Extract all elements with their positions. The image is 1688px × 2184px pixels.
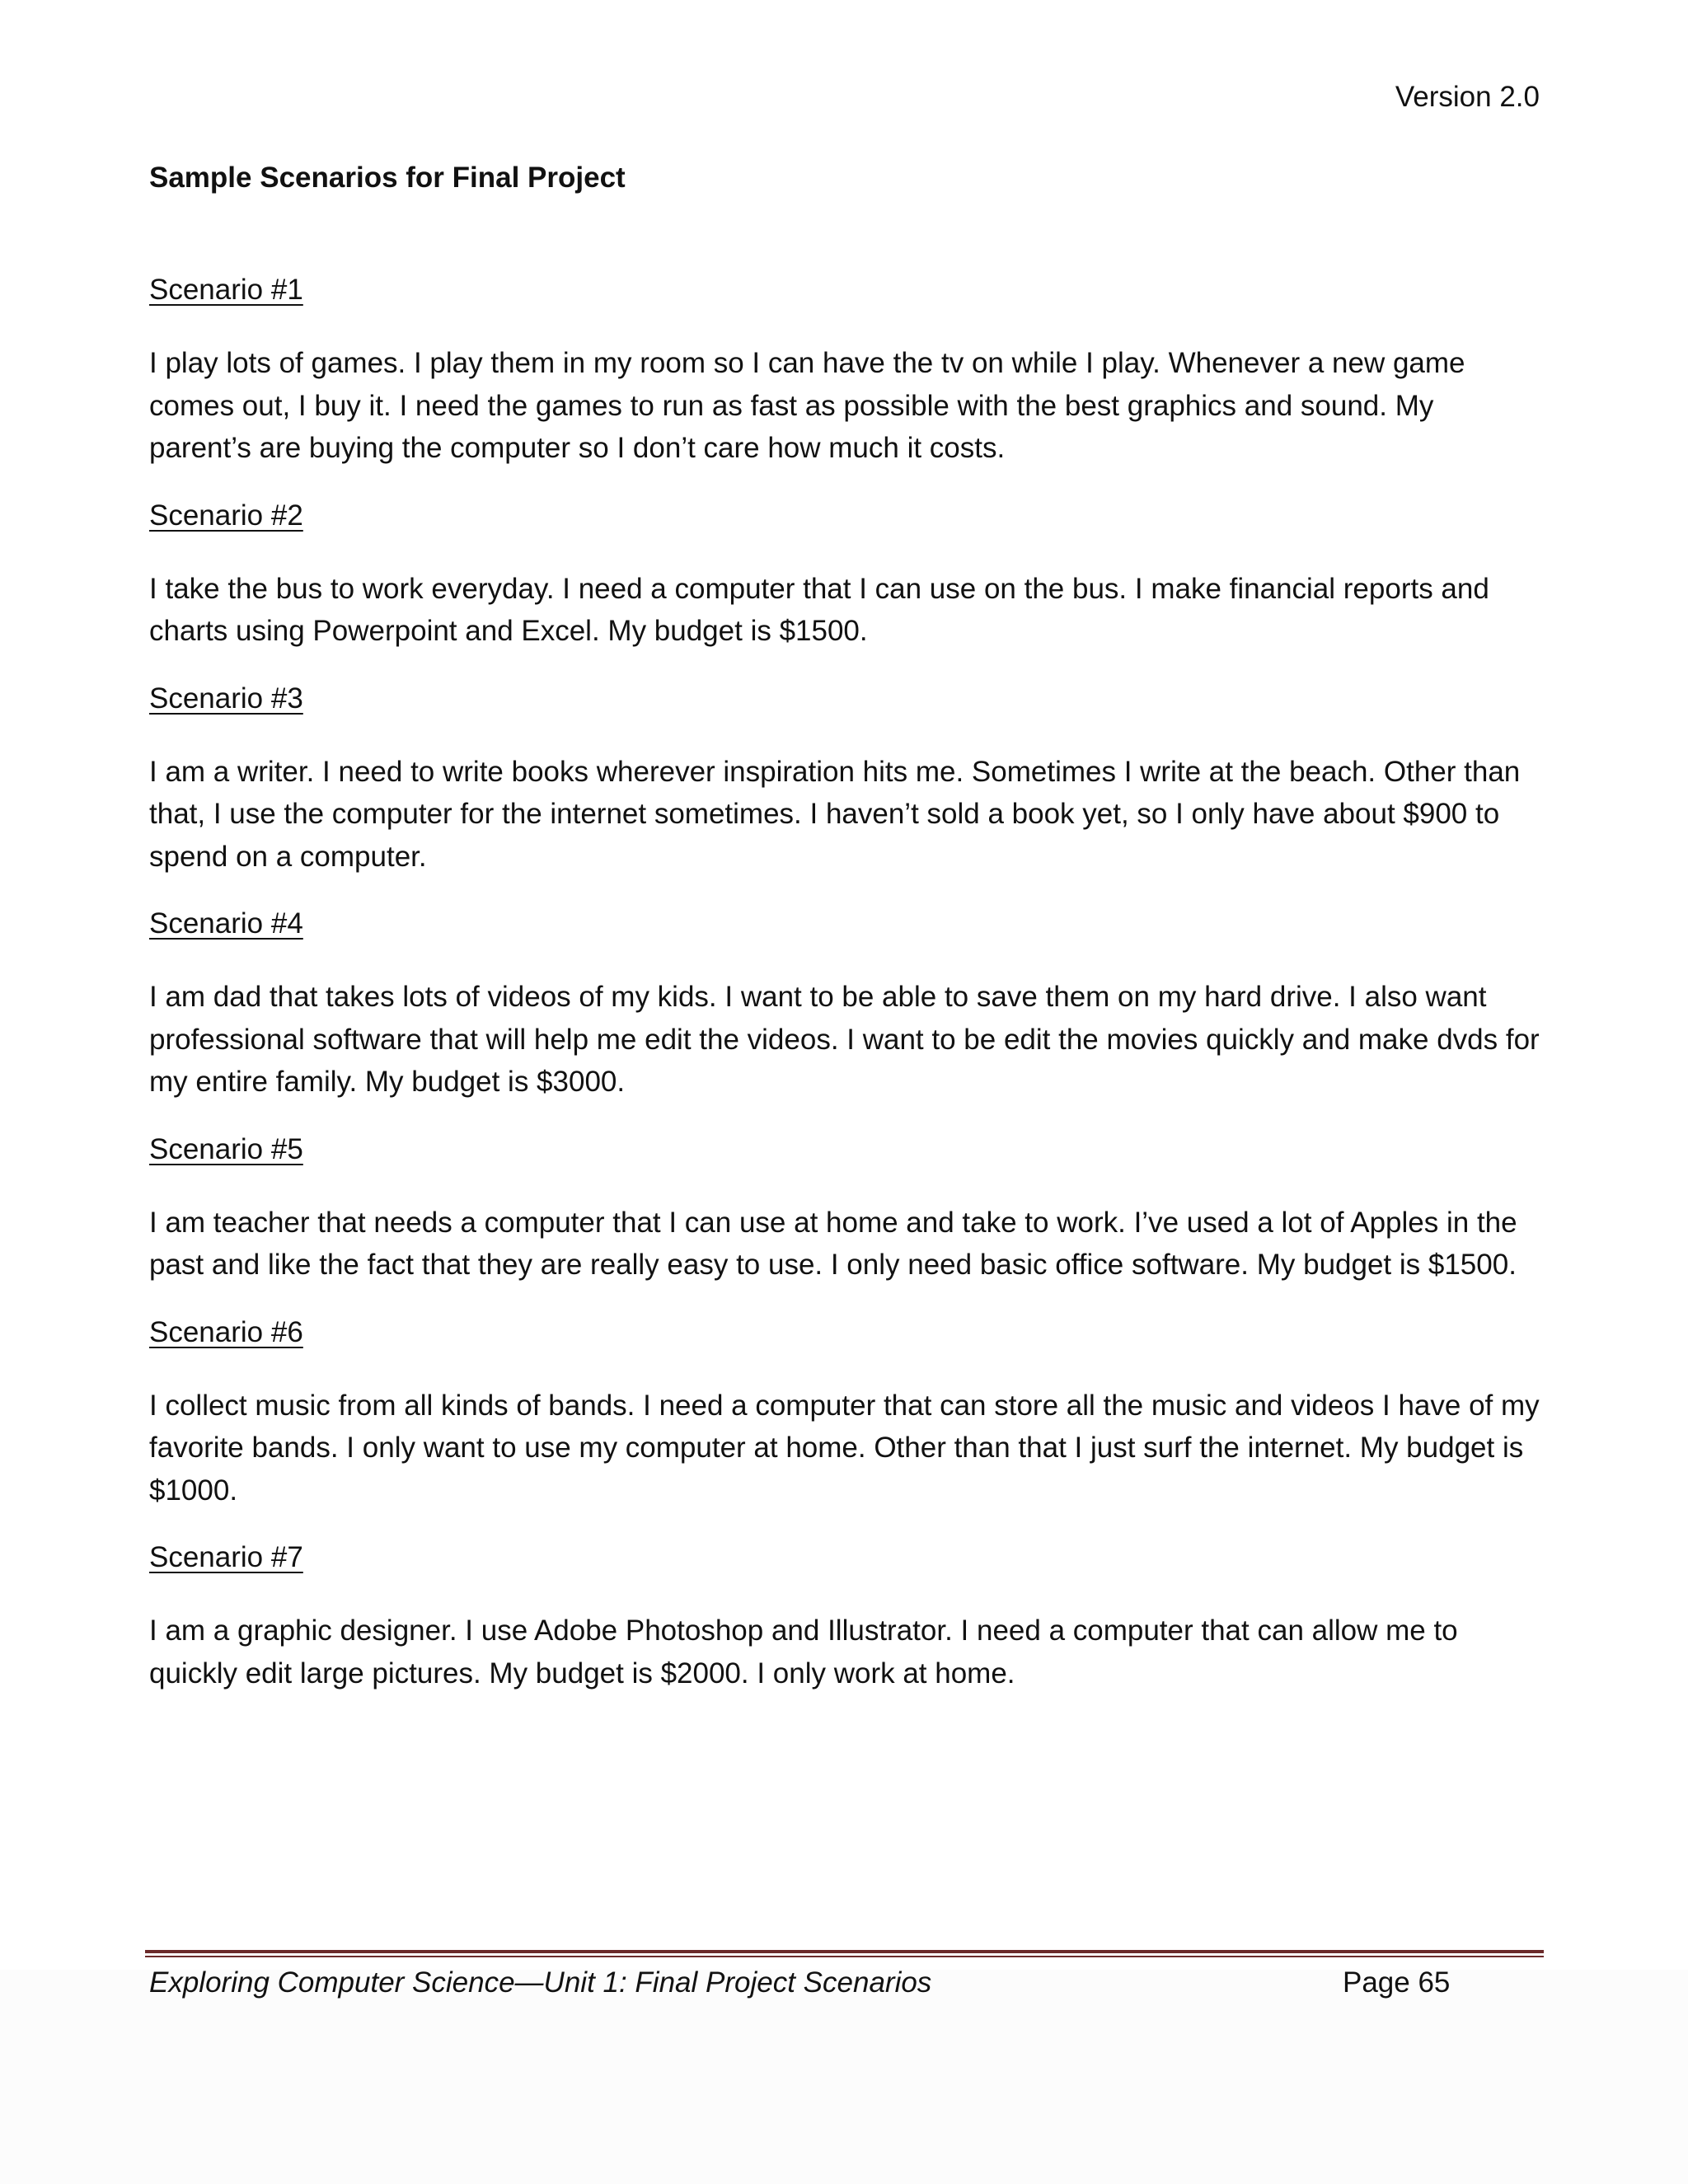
footer-divider <box>145 1950 1544 1953</box>
scenario-text: I am dad that takes lots of videos of my kids. I want to be able to save them on my hard drive. I also want professional software that will help me edit the videos. I want to be edit the movies quickly and make dvds for my entire family. My budget is $3000. <box>149 981 1540 1098</box>
page-number: Page 65 <box>1343 1966 1451 1999</box>
scenario-6 <box>149 1315 1542 1512</box>
scenario-3 <box>149 681 1542 879</box>
scenario-heading: Scenario #3 <box>149 682 303 715</box>
version-label: Version 2.0 <box>1395 81 1540 113</box>
scenario-list <box>149 272 1542 1722</box>
footer-title: Exploring Computer Science—Unit 1: Final Project Scenarios <box>149 1966 932 1999</box>
scenario-text: I play lots of games. I play them in my room so I can have the tv on while I play. Whenever a new game comes out, I buy it. I need the games to run as fast as possible with the best graphics and sound. My parent’s are buying the computer so I don’t care how much it costs. <box>149 347 1465 464</box>
page-title: Sample Scenarios for Final Project <box>149 162 626 194</box>
scenario-4 <box>149 906 1542 1104</box>
page-bottom-area <box>0 1970 1688 2184</box>
scenario-2 <box>149 498 1542 653</box>
scenario-heading: Scenario #5 <box>149 1132 303 1165</box>
footer-divider-thin <box>145 1956 1544 1957</box>
scenario-7 <box>149 1540 1542 1694</box>
scenario-heading: Scenario #6 <box>149 1315 303 1348</box>
scenario-heading: Scenario #2 <box>149 499 303 532</box>
scenario-text: I am teacher that needs a computer that I can use at home and take to work. I’ve used a lot of Apples in the past and like the fact that they are really easy to use. I only need basic office software. My budget is $1500. <box>149 1206 1517 1281</box>
scenario-text: I am a graphic designer. I use Adobe Photoshop and Illustrator. I need a computer that can allow me to quickly edit large pictures. My budget is $2000. I only work at home. <box>149 1615 1458 1690</box>
scenario-heading: Scenario #4 <box>149 907 303 940</box>
scenario-5 <box>149 1132 1542 1286</box>
scenario-text: I take the bus to work everyday. I need a computer that I can use on the bus. I make financial reports and charts using Powerpoint and Excel. My budget is $1500. <box>149 572 1489 647</box>
scenario-heading: Scenario #1 <box>149 274 303 306</box>
scenario-heading: Scenario #7 <box>149 1541 303 1573</box>
scenario-1 <box>149 272 1542 470</box>
scenario-text: I am a writer. I need to write books wherever inspiration hits me. Sometimes I write at the beach. Other than that, I use the computer for the internet sometimes. I haven’t sold a book yet, so I only have about $900 to spend on a computer. <box>149 755 1521 873</box>
scenario-text: I collect music from all kinds of bands. I need a computer that can store all the music and videos I have of my favorite bands. I only want to use my computer at home. Other than that I just surf the internet. My budget is $1000. <box>149 1389 1540 1507</box>
